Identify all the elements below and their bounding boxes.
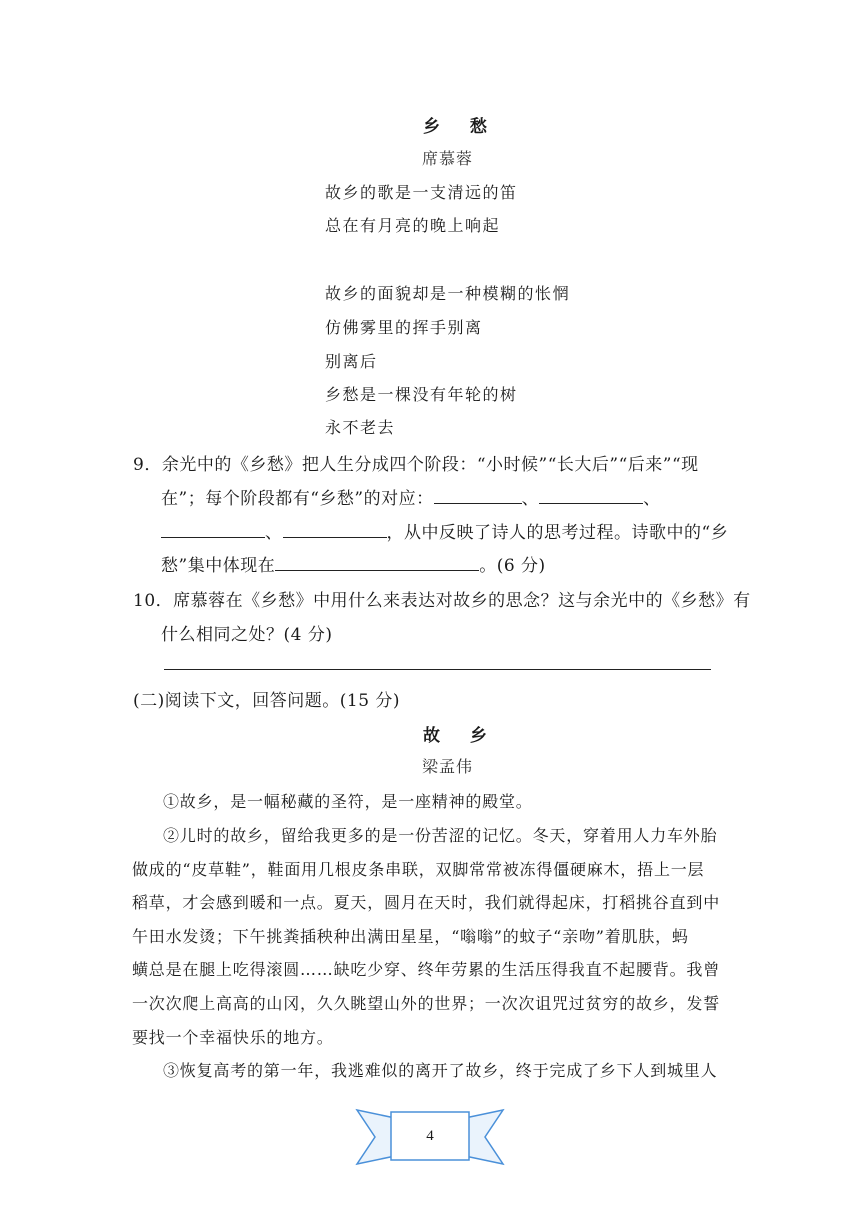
question-9-line-3	[161, 518, 728, 543]
separator: 、	[265, 523, 283, 543]
question-9-text: ，从中反映了诗人的思考过程。诗歌中的“乡	[386, 523, 729, 543]
paragraph-3-line: ③恢复高考的第一年，我逃难似的离开了故乡，终于完成了乡下人到城里人	[163, 1061, 718, 1080]
paragraph-2-line: 一次次爬上高高的山冈，久久眺望山外的世界；一次次诅咒过贫穷的故乡，发誓	[132, 994, 721, 1013]
poem-title: 乡 愁	[423, 117, 499, 137]
paragraph-2-line: 午田水发烫；下午挑粪插秧种出满田星星，“嗡嗡”的蚊子“亲吻”着肌肤，蚂	[132, 927, 689, 946]
question-10-line-1: 10．席慕蓉在《乡愁》中用什么来表达对故乡的思念？这与余光中的《乡愁》有	[133, 591, 751, 611]
answer-blank[interactable]	[161, 519, 265, 538]
paragraph-2-line: 做成的“皮草鞋”，鞋面用几根皮条串联，双脚常常被冻得僵硬麻木，捂上一层	[132, 860, 705, 879]
answer-line[interactable]	[164, 669, 711, 670]
paragraph-2-line: 稻草，才会感到暖和一点。夏天，圆月在天时，我们就得起床，打稻挑谷直到中	[132, 893, 721, 912]
question-10-line-2: 什么相同之处？(4 分)	[161, 625, 333, 645]
question-9-line-4	[161, 551, 546, 576]
paragraph-2-line: 蟥总是在腿上吃得滚圆……缺吃少穿、终年劳累的生活压得我直不起腰背。我曾	[132, 960, 721, 979]
poem-line: 乡愁是一棵没有年轮的树	[325, 385, 518, 404]
poem-line: 故乡的歌是一支清远的笛	[325, 183, 518, 202]
essay-title: 故 乡	[423, 726, 499, 746]
question-9-points: 。(6 分)	[479, 556, 546, 576]
question-9-text: 愁”集中体现在	[161, 556, 276, 576]
section-heading: (二)阅读下文，回答问题。(15 分)	[133, 691, 401, 711]
poem-line: 永不老去	[325, 418, 396, 437]
essay-author: 梁孟伟	[422, 757, 474, 776]
poem-author: 席慕蓉	[422, 149, 474, 168]
poem-line: 故乡的面貌却是一种模糊的怅惘	[325, 284, 571, 303]
paragraph-2-line: 要找一个幸福快乐的地方。	[132, 1028, 334, 1047]
answer-blank[interactable]	[434, 485, 522, 504]
answer-blank[interactable]	[275, 552, 479, 571]
poem-line: 总在有月亮的晚上响起	[325, 216, 501, 235]
paragraph-2-line: ②儿时的故乡，留给我更多的是一份苦涩的记忆。冬天，穿着用人力车外胎	[163, 826, 718, 845]
question-9-line-1: 9．余光中的《乡愁》把人生分成四个阶段：“小时候”“长大后”“后来”“现	[133, 455, 699, 475]
poem-line: 别离后	[325, 352, 378, 371]
question-9-text: 在”；每个阶段都有“乡愁”的对应：	[161, 489, 434, 509]
question-9-line-2	[161, 484, 661, 509]
page-number: 4	[426, 1128, 434, 1144]
poem-line: 仿佛雾里的挥手别离	[325, 318, 483, 337]
separator: 、	[521, 489, 540, 509]
paragraph-1: ①故乡，是一幅秘藏的圣符，是一座精神的殿堂。	[163, 792, 533, 811]
separator: 、	[643, 489, 661, 509]
answer-blank[interactable]	[283, 519, 387, 538]
answer-blank[interactable]	[539, 485, 643, 504]
